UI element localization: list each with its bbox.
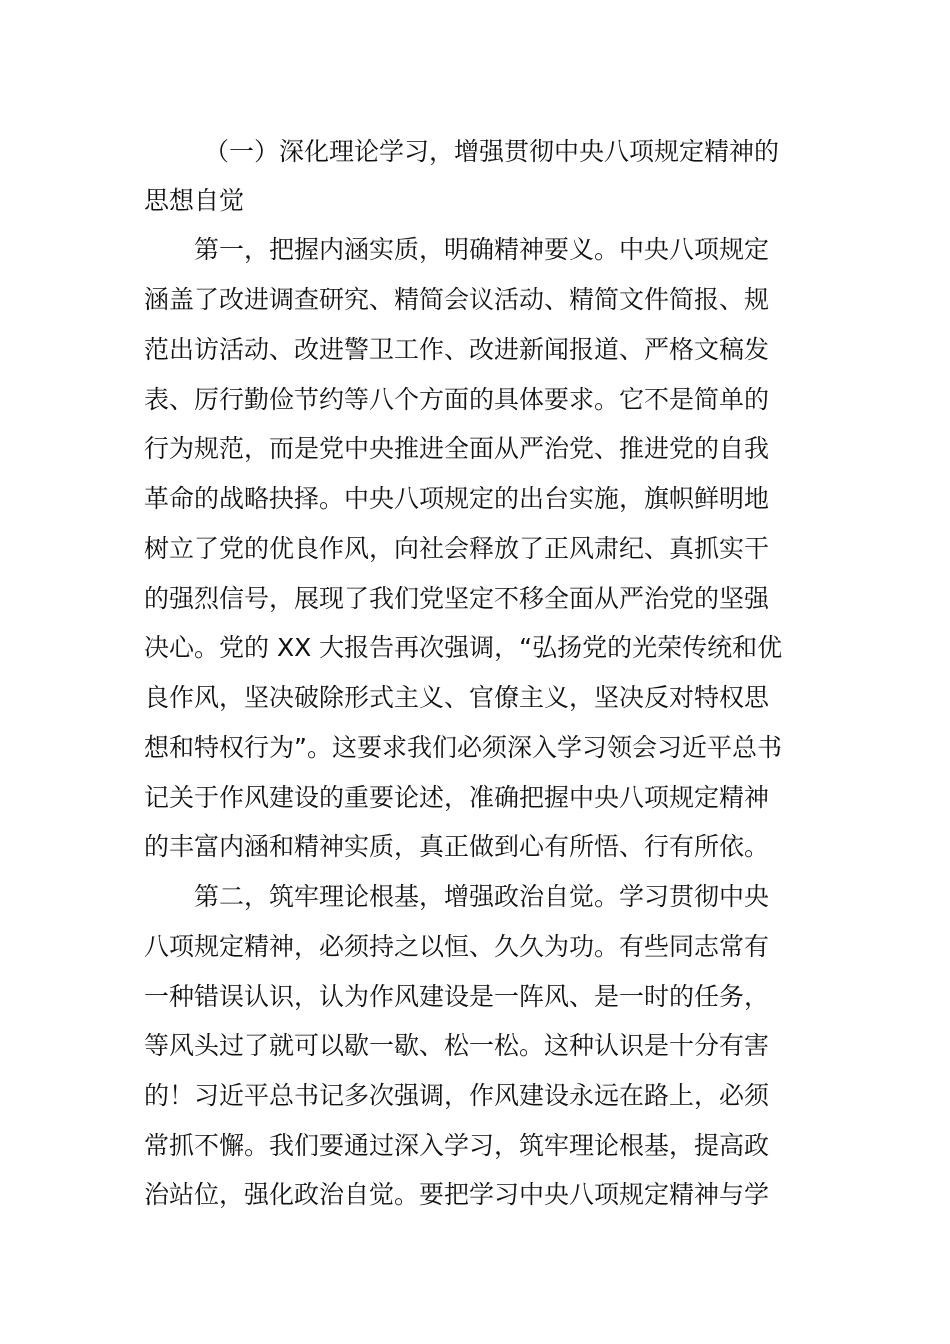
paragraph-1-line-7: 树立了党的优良作风，向社会释放了正风肃纪、真抓实干	[144, 534, 770, 563]
paragraph-2-line-6: 常抓不懈。我们要通过深入学习，筑牢理论根基，提高政	[144, 1131, 770, 1160]
paragraph-1-line-1: 第一，把握内涵实质，明确精神要义。中央八项规定	[194, 235, 770, 264]
section-heading-line-2: 思想自觉	[144, 186, 245, 215]
paragraph-1-line-2: 涵盖了改进调查研究、精简会议活动、精简文件简报、规	[144, 285, 770, 314]
paragraph-1-line-10: 良作风，坚决破除形式主义、官僚主义，坚决反对特权思	[144, 683, 770, 712]
paragraph-1-line-5: 行为规范，而是党中央推进全面从严治党、推进党的自我	[144, 434, 770, 463]
paragraph-1-line-3: 范出访活动、改进警卫工作、改进新闻报道、严格文稿发	[144, 335, 770, 364]
paragraph-2-line-5: 的！习近平总书记多次强调，作风建设永远在路上，必须	[144, 1081, 770, 1110]
section-heading-line-1: （一）深化理论学习，增强贯彻中央八项规定精神的	[204, 137, 780, 166]
paragraph-1-line-11: 想和特权行为”。这要求我们必须深入学习领会习近平总书	[144, 733, 782, 762]
paragraph-1-line-13: 的丰富内涵和精神实质，真正做到心有所悟、行有所依。	[144, 832, 770, 861]
paragraph-2-line-1: 第二，筑牢理论根基，增强政治自觉。学习贯彻中央	[194, 882, 770, 911]
paragraph-2-line-3: 一种错误认识，认为作风建设是一阵风、是一时的任务，	[144, 982, 770, 1011]
paragraph-1-line-8: 的强烈信号，展现了我们党坚定不移全面从严治党的坚强	[144, 584, 770, 613]
paragraph-1-line-6: 革命的战略抉择。中央八项规定的出台实施，旗帜鲜明地	[144, 484, 770, 513]
paragraph-2-line-2: 八项规定精神，必须持之以恒、久久为功。有些同志常有	[144, 932, 770, 961]
paragraph-1-line-9: 决心。党的 XX 大报告再次强调，“弘扬党的光荣传统和优	[144, 633, 783, 662]
paragraph-2-line-4: 等风头过了就可以歇一歇、松一松。这种认识是十分有害	[144, 1031, 770, 1060]
paragraph-2-line-7: 治站位，强化政治自觉。要把学习中央八项规定精神与学	[144, 1180, 770, 1209]
paragraph-1-line-4: 表、厉行勤俭节约等八个方面的具体要求。它不是简单的	[144, 385, 770, 414]
paragraph-1-line-12: 记关于作风建设的重要论述，准确把握中央八项规定精神	[144, 783, 770, 812]
